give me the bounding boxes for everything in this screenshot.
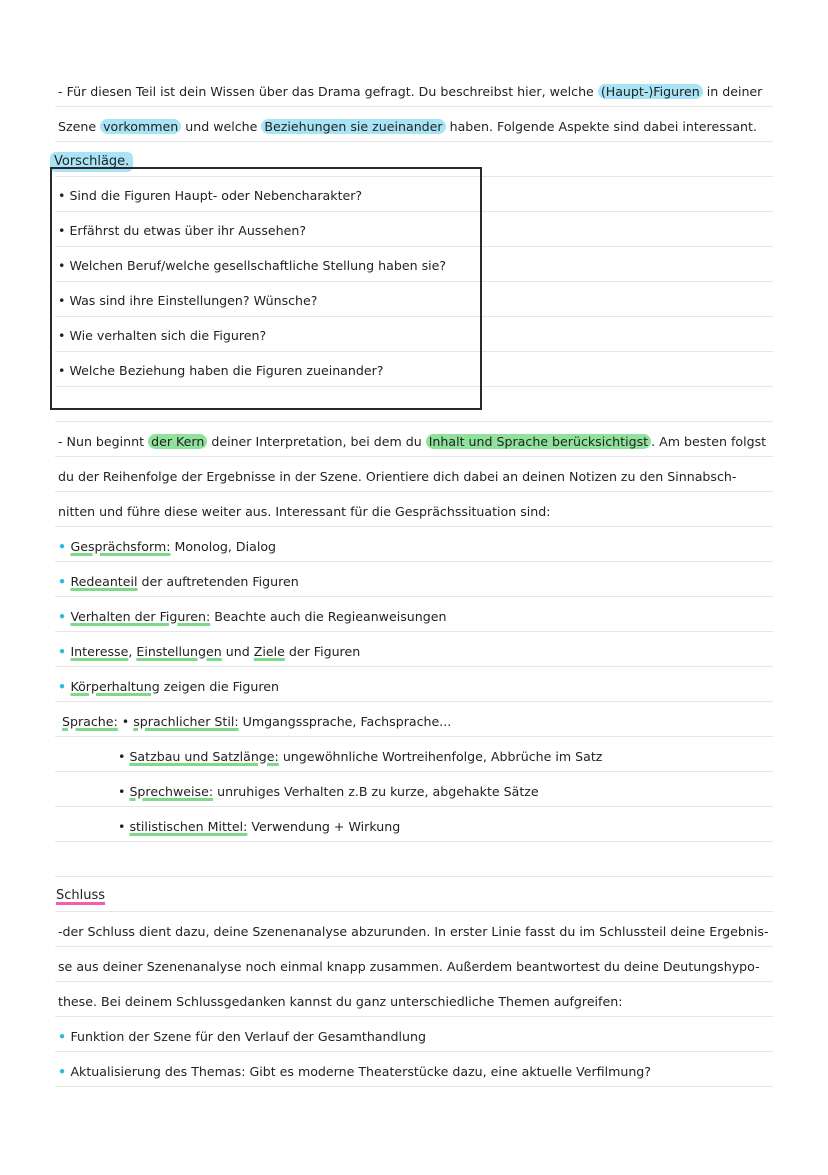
- ruled-line: [55, 631, 773, 632]
- suggestion-text: Was sind ihre Einstellungen? Wünsche?: [69, 293, 318, 308]
- highlight-core: der Kern: [148, 434, 207, 449]
- core-item-term: Einstellungen: [136, 644, 222, 659]
- highlight-main-characters: (Haupt-)Figuren: [598, 84, 703, 99]
- bullet: •: [58, 223, 70, 238]
- bullet: •: [118, 749, 130, 764]
- core-item: [58, 537, 778, 557]
- suggestion-item: [58, 256, 446, 276]
- suggestion-item: [58, 291, 317, 311]
- core-item-rest: zeigen die Figuren: [159, 679, 280, 694]
- core-text: - Nun beginnt: [58, 434, 149, 449]
- language-item: [118, 782, 539, 802]
- conclusion-item: [58, 1027, 778, 1047]
- conclusion-item-text: Aktualisierung des Themas: Gibt es moderne Theaterstücke dazu, eine aktuelle Verfilmung?: [70, 1064, 651, 1079]
- conclusion-item-text: Funktion der Szene für den Verlauf der Gesamthandlung: [70, 1029, 426, 1044]
- core-item-rest: der auftretenden Figuren: [137, 574, 299, 589]
- language-item: [118, 747, 602, 767]
- bullet: •: [58, 188, 70, 203]
- ruled-line: [55, 596, 773, 597]
- suggestions-heading: Vorschläge.: [50, 152, 133, 172]
- suggestion-text: Sind die Figuren Haupt- oder Nebencharakter?: [69, 188, 363, 203]
- conclusion-line-1: -der Schluss dient dazu, deine Szenenanalyse abzurunden. In erster Linie fasst du im Schlussteil deine Ergebnis-: [58, 924, 769, 939]
- suggestion-item: [58, 186, 362, 206]
- intro-text: Für diesen Teil ist dein Wissen über das Drama gefragt. Du beschreibst hier, welche: [66, 84, 598, 99]
- language-item-rest: Verwendung + Wirkung: [247, 819, 401, 834]
- core-text: deiner Interpretation, bei dem du: [207, 434, 426, 449]
- core-item-rest: der Figuren: [284, 644, 361, 659]
- bullet: •: [58, 644, 71, 659]
- bullet: •: [58, 1029, 71, 1044]
- intro-dash: -: [58, 84, 67, 99]
- language-item-term: stilistischen Mittel:: [129, 819, 248, 834]
- language-line: [62, 712, 782, 732]
- core-item-term: Redeanteil: [70, 574, 138, 589]
- ruled-line: [55, 771, 773, 772]
- ruled-line: [55, 736, 773, 737]
- highlight-content-language: Inhalt und Sprache berücksichtigst: [426, 434, 651, 449]
- ruled-line: [55, 841, 773, 842]
- conclusion-item: [58, 1062, 778, 1082]
- suggestion-item: [58, 221, 306, 241]
- ruled-line: [55, 491, 773, 492]
- bullet: •: [58, 1064, 71, 1079]
- bullet: •: [118, 784, 130, 799]
- core-item-sep: und: [221, 644, 254, 659]
- suggestion-text: Erfährst du etwas über ihr Aussehen?: [69, 223, 307, 238]
- core-item: [58, 607, 778, 627]
- language-item-rest: Umgangssprache, Fachsprache...: [238, 714, 452, 729]
- intro-text: und welche: [181, 119, 262, 134]
- conclusion-line-2: se aus deiner Szenenanalyse noch einmal knapp zusammen. Außerdem beantwortest du deine Deutungshypo-: [58, 959, 760, 974]
- ruled-line: [55, 106, 773, 107]
- core-item-term: Ziele: [253, 644, 285, 659]
- core-line-3: nitten und führe diese weiter aus. Interessant für die Gesprächssituation sind:: [58, 504, 551, 519]
- ruled-line: [55, 1016, 773, 1017]
- intro-line-1: [58, 82, 778, 102]
- intro-text: haben. Folgende Aspekte sind dabei interessant.: [445, 119, 757, 134]
- ruled-line: [55, 701, 773, 702]
- ruled-line: [55, 1051, 773, 1052]
- ruled-line: [55, 456, 773, 457]
- language-item-rest: ungewöhnliche Wortreihenfolge, Abbrüche im Satz: [278, 749, 603, 764]
- suggestion-text: Welche Beziehung haben die Figuren zueinander?: [69, 363, 384, 378]
- core-item: [58, 677, 778, 697]
- ruled-line: [55, 666, 773, 667]
- bullet: •: [58, 574, 71, 589]
- ruled-line: [55, 806, 773, 807]
- bullet: •: [58, 293, 70, 308]
- ruled-line: [55, 1086, 773, 1087]
- language-item-rest: unruhiges Verhalten z.B zu kurze, abgehakte Sätze: [213, 784, 539, 799]
- ruled-line: [55, 421, 773, 422]
- bullet: •: [58, 539, 71, 554]
- ruled-line: [55, 561, 773, 562]
- ruled-line: [55, 981, 773, 982]
- suggestion-item: [58, 326, 266, 346]
- core-item-term: Verhalten der Figuren:: [70, 609, 211, 624]
- bullet: •: [117, 714, 134, 729]
- ruled-line: [55, 526, 773, 527]
- core-item-term: Gesprächsform:: [70, 539, 171, 554]
- language-item-term: Satzbau und Satzlänge:: [129, 749, 279, 764]
- core-text: . Am besten folgst: [651, 434, 767, 449]
- core-item: [58, 642, 778, 662]
- bullet: •: [58, 679, 71, 694]
- bullet: •: [58, 258, 70, 273]
- core-item-term: Körperhaltung: [70, 679, 160, 694]
- suggestion-text: Wie verhalten sich die Figuren?: [69, 328, 267, 343]
- conclusion-heading: Schluss: [56, 888, 106, 903]
- language-item-term: sprachlicher Stil:: [133, 714, 239, 729]
- bullet: •: [58, 363, 70, 378]
- bullet: •: [58, 328, 70, 343]
- language-label: Sprache:: [62, 714, 118, 729]
- language-item: [118, 817, 400, 837]
- highlight-relationships: Beziehungen sie zueinander: [261, 119, 445, 134]
- conclusion-line-3: these. Bei deinem Schlussgedanken kannst du ganz unterschiedliche Themen aufgreifen:: [58, 994, 623, 1009]
- intro-text: Szene: [58, 119, 101, 134]
- ruled-line: [55, 911, 773, 912]
- core-item: [58, 572, 778, 592]
- core-item-rest: Beachte auch die Regieanweisungen: [210, 609, 447, 624]
- core-line-1: [58, 432, 778, 452]
- bullet: •: [58, 609, 71, 624]
- language-item-term: Sprechweise:: [129, 784, 214, 799]
- core-item-rest: Monolog, Dialog: [170, 539, 277, 554]
- suggestion-text: Welchen Beruf/welche gesellschaftliche Stellung haben sie?: [69, 258, 447, 273]
- ruled-line: [55, 876, 773, 877]
- core-item-term: Interesse: [70, 644, 129, 659]
- intro-line-2: [58, 117, 778, 137]
- suggestion-item: [58, 361, 383, 381]
- core-item-sep: ,: [128, 644, 137, 659]
- core-line-2: du der Reihenfolge der Ergebnisse in der Szene. Orientiere dich dabei an deinen Notizen zu den Sinnabsch-: [58, 469, 737, 484]
- highlight-occur: vorkommen: [100, 119, 181, 134]
- ruled-line: [55, 141, 773, 142]
- ruled-line: [55, 946, 773, 947]
- bullet: •: [118, 819, 130, 834]
- intro-text: in deiner: [702, 84, 763, 99]
